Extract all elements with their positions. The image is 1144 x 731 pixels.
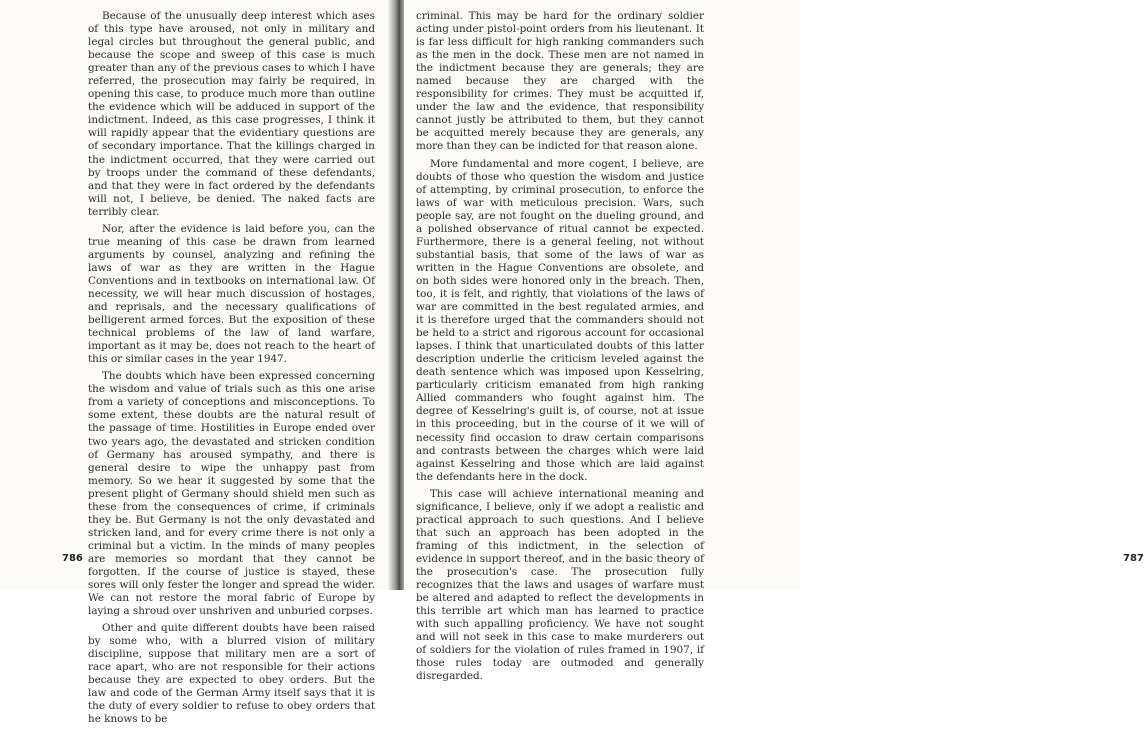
paragraph: criminal. This may be hard for the ordinary soldier acting under pistol-point orders from his lieutenant. It is far less difficult for high ranking commanders such as the men in the dock. These men are not named in the indictment because they are generals; they are named because they are charged with the responsibility for crimes. They must be acquitted if, under the law and the evidence, that responsibility cannot justly be attributed to them, but they cannot be acquitted merely because they are generals, any more than they can be indicted for that reason alone.: [416, 10, 704, 153]
paragraph: More fundamental and more cogent, I believe, are doubts of those who question the wisdom and justice of attempting, by criminal prosecution, to enforce the laws of war with meticulous precision. Wars, such people say, are not fought on the dueling ground, and a polished observance of ritual cannot be expected. Furthermore, there is a general feeling, not without substantial basis, that some of the laws of war as written in the Hague Conventions are obsolete, and on both sides were honored only in the breach. Then, too, it is felt, and rightly, that violations of the laws of war are committed in the best regulated armies, and it is therefore urged that the commanders should not be held to a strict and rigorous account for occasional lapses. I think that unarticulated doubts of this latter description underlie the criticism leveled against the death sentence which was imposed upon Kesselring, particularly criticism emanated from high ranking Allied commanders who fought against him. The degree of Kesselring's guilt is, of course, not at issue in this proceeding, but in the course of it we will of necessity find occasion to draw certain comparisons and contrasts between the charges which were laid against Kesselring and those which are laid against the defendants here in the dock.: [416, 157, 704, 483]
right-page: [404, 0, 1144, 683]
page-number-right: 787: [1123, 553, 1144, 564]
right-page-text: [416, 10, 704, 687]
paragraph: Because of the unusually deep interest which ases of this type have aroused, not only in military and legal circles but throughout the general public, and because the scope and sweep of this case is much greater than any of the previous cases to which I have referred, the prosecution may fairly be required, in opening this case, to produce much more than outline the evidence which will be adduced in support of the indictment. Indeed, as this case progresses, I think it will rapidly appear that the evidentiary questions are of secondary importance. That the killings charged in the indictment occurred, that they were carried out by troops under the command of these defendants, and that they were in fact ordered by the defendants will not, I believe, be denied. The naked facts are terribly clear.: [88, 10, 375, 218]
page-number-left: 786: [62, 553, 83, 564]
paragraph: This case will achieve international meaning and significance, I believe, only if we adopt a realistic and practical approach to such questions. And I believe that such an approach has been adopted in the framing of this indictment, in the selection of evidence in support thereof, and in the basic theory of the prosecution's case. The prosecution fully recognizes that the laws and usages of warfare must be altered and adapted to reflect the developments in this terrible art which man has learned to practice with such appalling proficiency. We have not sought and will not seek in this case to make murderers out of soldiers for the violation of rules framed in 1907, if those rules today are outmoded and generally disregarded.: [416, 487, 704, 683]
paragraph: Other and quite different doubts have been raised by some who, with a blurred vision of military discipline, suppose that military men are a sort of race apart, who are not responsible for their actions because they are expected to obey orders. But the law and code of the German Army itself says that it is the duty of every soldier to refuse to obey orders that he knows to be: [88, 622, 375, 726]
left-page-text: [88, 10, 375, 731]
paragraph: The doubts which have been expressed concerning the wisdom and value of trials such as this one arise from a variety of conceptions and misconceptions. To some extent, these doubts are the natural result of the passage of time. Hostilities in Europe ended over two years ago, the devastated and stricken condition of Germany has aroused sympathy, and there is general desire to wipe the unhappy past from memory. So we hear it suggested by some that the present plight of Germany should shield men such as these from the consequences of crime, if criminals they be. But Germany is not the only devastated and stricken land, and for every crime there is not only a criminal but a victim. In the minds of many peoples are memories so mordant that they cannot be forgotten. If the course of justice is stayed, these sores will only fester the longer and spread the wider. We can not restore the moral fabric of Europe by laying a shroud over unshriven and unburied corpses.: [88, 370, 375, 618]
paragraph: Nor, after the evidence is laid before you, can the true meaning of this case be drawn from learned arguments by counsel, analyzing and refining the laws of war as they are written in the Hague Conventions and in textbooks on international law. Of necessity, we will hear much discussion of hostages, and reprisals, and the necessary qualifications of belligerent armed forces. But the exposition of these technical problems of the law of land warfare, important as it may be, does not reach to the heart of this or similar cases in the year 1947.: [88, 222, 375, 366]
left-page: [0, 0, 396, 726]
